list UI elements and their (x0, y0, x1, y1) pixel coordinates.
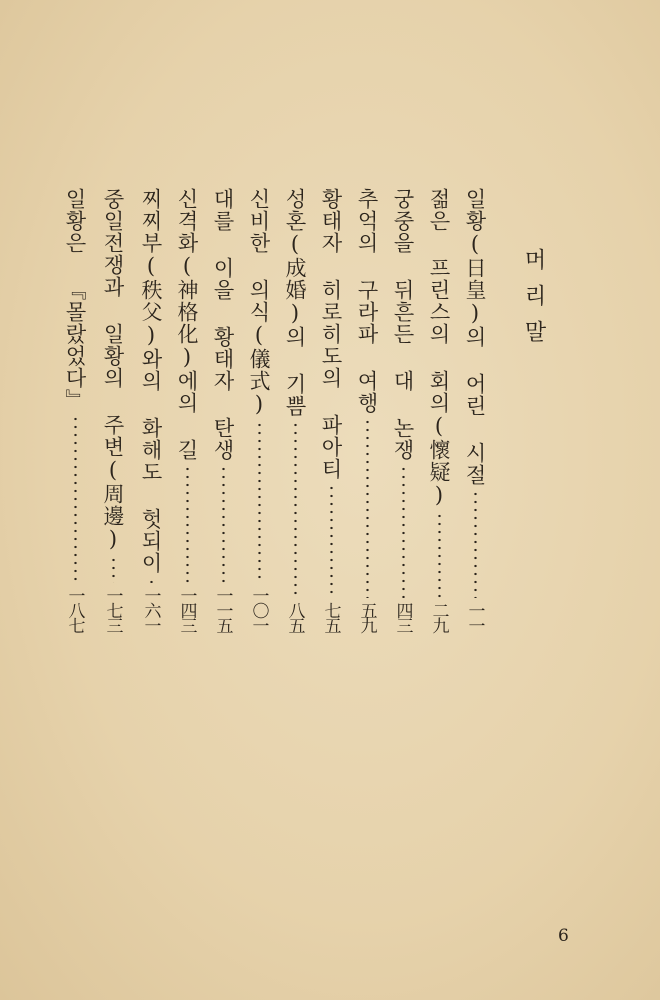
toc-entry-page: 四三 (392, 602, 413, 632)
toc-leader-dots (402, 465, 405, 598)
toc-entry-page: 二九 (428, 602, 449, 632)
toc-entry-page: 一一 (464, 602, 485, 632)
toc-entry-title: 추억의 구라파 여행 (355, 188, 379, 414)
toc-entry-title: 신비한 의식(儀式) (247, 188, 271, 417)
toc-entry (388, 188, 418, 632)
toc-entry-page: 五九 (356, 602, 377, 632)
toc-leader-dots (294, 421, 297, 598)
toc-leader-dots (366, 418, 369, 598)
toc-entry-page: 一八七 (64, 587, 85, 632)
toc-leader-dots (474, 490, 477, 598)
toc-entry (244, 188, 274, 632)
toc-leader-dots (222, 465, 225, 583)
toc-entry (208, 188, 238, 632)
toc-entry-page: 七五 (320, 602, 341, 632)
toc-entry (172, 188, 202, 632)
toc-entry (60, 188, 90, 632)
page-heading: 머리말 (521, 248, 546, 356)
toc-leader-dots (150, 578, 153, 583)
toc-entry (316, 188, 346, 632)
toc-entry (352, 188, 382, 632)
toc-entry (424, 188, 454, 632)
toc-entry (98, 188, 128, 632)
toc-leader-dots (74, 415, 77, 583)
toc-entry (136, 188, 166, 632)
page-number: 6 (558, 926, 569, 946)
toc-entry-title: 성혼(成婚)의 기쁨 (283, 188, 307, 417)
toc-entry-page: 一〇一 (248, 587, 269, 632)
toc-entry-title: 일황은 『몰랐었다』 (63, 188, 87, 411)
toc-entry-page: 一四三 (176, 587, 197, 632)
toc-entry-title: 일황(日皇)의 어린 시절 (463, 188, 487, 486)
toc-entry-page: 八五 (284, 602, 305, 632)
toc-leader-dots (258, 421, 261, 583)
toc-entry-title: 젊은 프린스의 회의(懷疑) (427, 188, 451, 508)
toc-leader-dots (112, 556, 115, 583)
toc-entry-title: 궁중을 뒤흔든 대 논쟁 (391, 188, 415, 461)
toc-leader-dots (438, 512, 441, 598)
toc-leader-dots (186, 465, 189, 583)
toc-leader-dots (330, 484, 333, 598)
toc-entry-title: 대를 이을 황태자 탄생 (211, 188, 235, 461)
toc-entry-title: 중일전쟁과 일황의 주변(周邊) (101, 188, 125, 552)
toc-entry-title: 신격화(神格化)에의 길 (175, 188, 199, 461)
toc-entry-page: 一一五 (212, 587, 233, 632)
toc-entry-title: 찌찌부(秩父)와의 화해도 헛되이 (139, 188, 163, 574)
toc-entry-title: 황태자 히로히도의 파아티 (319, 188, 343, 480)
toc-entry-page: 一六一 (140, 587, 161, 632)
toc-entry (280, 188, 310, 632)
toc-entry (460, 188, 490, 632)
toc-entry-page: 一七三 (102, 587, 123, 632)
